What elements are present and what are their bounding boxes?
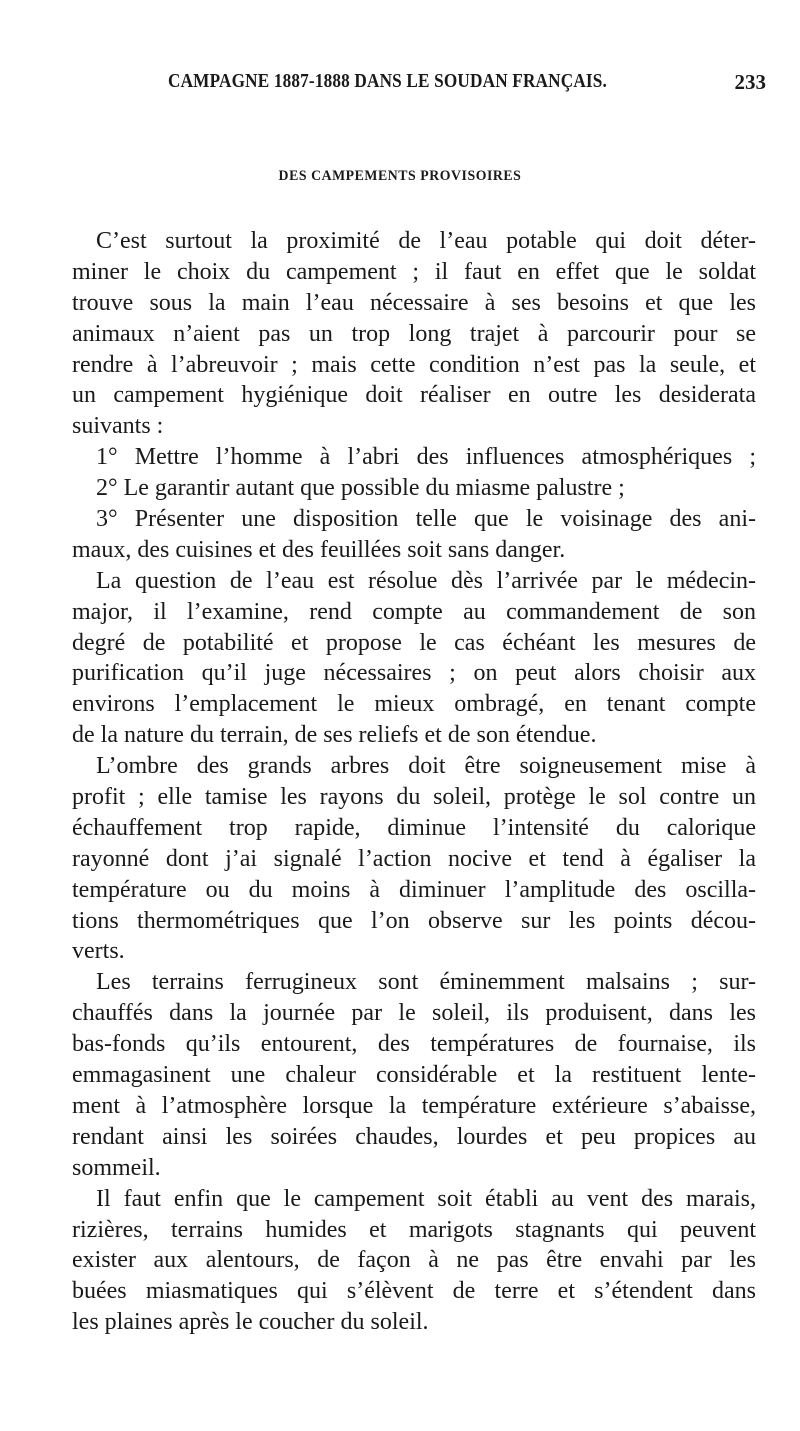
text-line: major, il l’examine, rend compte au commandement de son [72, 598, 756, 625]
text-line: un campement hygiénique doit réaliser en outre les desiderata [72, 382, 756, 409]
text-line: maux, des cuisines et des feuillées soit sans danger. [72, 536, 566, 563]
text-line: température ou du moins à diminuer l’amplitude des oscilla- [72, 876, 756, 903]
text-line: trouve sous la main l’eau nécessaire à ses besoins et que les [72, 289, 756, 316]
text-line: tions thermométriques que l’on observe sur les points décou- [72, 907, 756, 934]
text-line: degré de potabilité et propose le cas échéant les mesures de [72, 629, 756, 656]
text-line: miner le choix du campement ; il faut en effet que le soldat [72, 258, 756, 285]
text-line: 3° Présenter une disposition telle que le voisinage des ani- [96, 506, 756, 533]
text-line: rendant ainsi les soirées chaudes, lourdes et peu propices au [72, 1123, 756, 1150]
text-line: rendre à l’abreuvoir ; mais cette condition n’est pas la seule, et [72, 351, 756, 378]
text-line: suivants : [72, 413, 164, 440]
body-text [72, 226, 756, 1338]
text-line: La question de l’eau est résolue dès l’arrivée par le médecin- [96, 567, 756, 594]
text-line: buées miasmatiques qui s’élèvent de terre et s’étendent dans [72, 1278, 756, 1305]
text-line: rayonné dont j’ai signalé l’action nocive et tend à égaliser la [72, 845, 756, 872]
text-line: échauffement trop rapide, diminue l’intensité du calorique [72, 814, 756, 841]
text-line: rizières, terrains humides et marigots stagnants qui peuvent [72, 1216, 756, 1243]
text-line: profit ; elle tamise les rayons du soleil, protège le sol contre un [72, 784, 756, 811]
text-line: ment à l’atmosphère lorsque la température extérieure s’abaisse, [72, 1092, 756, 1119]
page-number: 233 [734, 70, 766, 94]
text-line: sommeil. [72, 1154, 161, 1181]
text-line: environs l’emplacement le mieux ombragé, en tenant compte [72, 691, 756, 718]
text-line: chauffés dans la journée par le soleil, ils produisent, dans les [72, 1000, 756, 1027]
text-line: 2° Le garantir autant que possible du miasme palustre ; [96, 475, 625, 502]
text-line: L’ombre des grands arbres doit être soigneusement mise à [96, 753, 756, 780]
text-line: bas-fonds qu’ils entourent, des températures de fournaise, ils [72, 1031, 756, 1058]
section-title: DES CAMPEMENTS PROVISOIRES [278, 168, 522, 184]
running-header [168, 70, 768, 100]
text-line: C’est surtout la proximité de l’eau potable qui doit déter- [96, 228, 756, 254]
text-line: exister aux alentours, de façon à ne pas être envahi par les [72, 1247, 756, 1274]
text-line: de la nature du terrain, de ses reliefs et de son étendue. [72, 722, 597, 749]
text-line: verts. [72, 938, 125, 965]
running-title: CAMPAGNE 1887-1888 DANS LE SOUDAN FRANÇAIS. [168, 70, 608, 92]
text-line: 1° Mettre l’homme à l’abri des influences atmosphériques ; [96, 444, 756, 471]
text-line: les plaines après le coucher du soleil. [72, 1309, 429, 1336]
text-line: Il faut enfin que le campement soit établi au vent des marais, [96, 1185, 756, 1212]
text-line: Les terrains ferrugineux sont éminemment malsains ; sur- [96, 969, 756, 996]
text-line: animaux n’aient pas un trop long trajet à parcourir pour se [72, 320, 756, 347]
text-line: purification qu’il juge nécessaires ; on peut alors choisir aux [72, 660, 756, 687]
text-line: emmagasinent une chaleur considérable et la restituent lente- [72, 1062, 756, 1089]
